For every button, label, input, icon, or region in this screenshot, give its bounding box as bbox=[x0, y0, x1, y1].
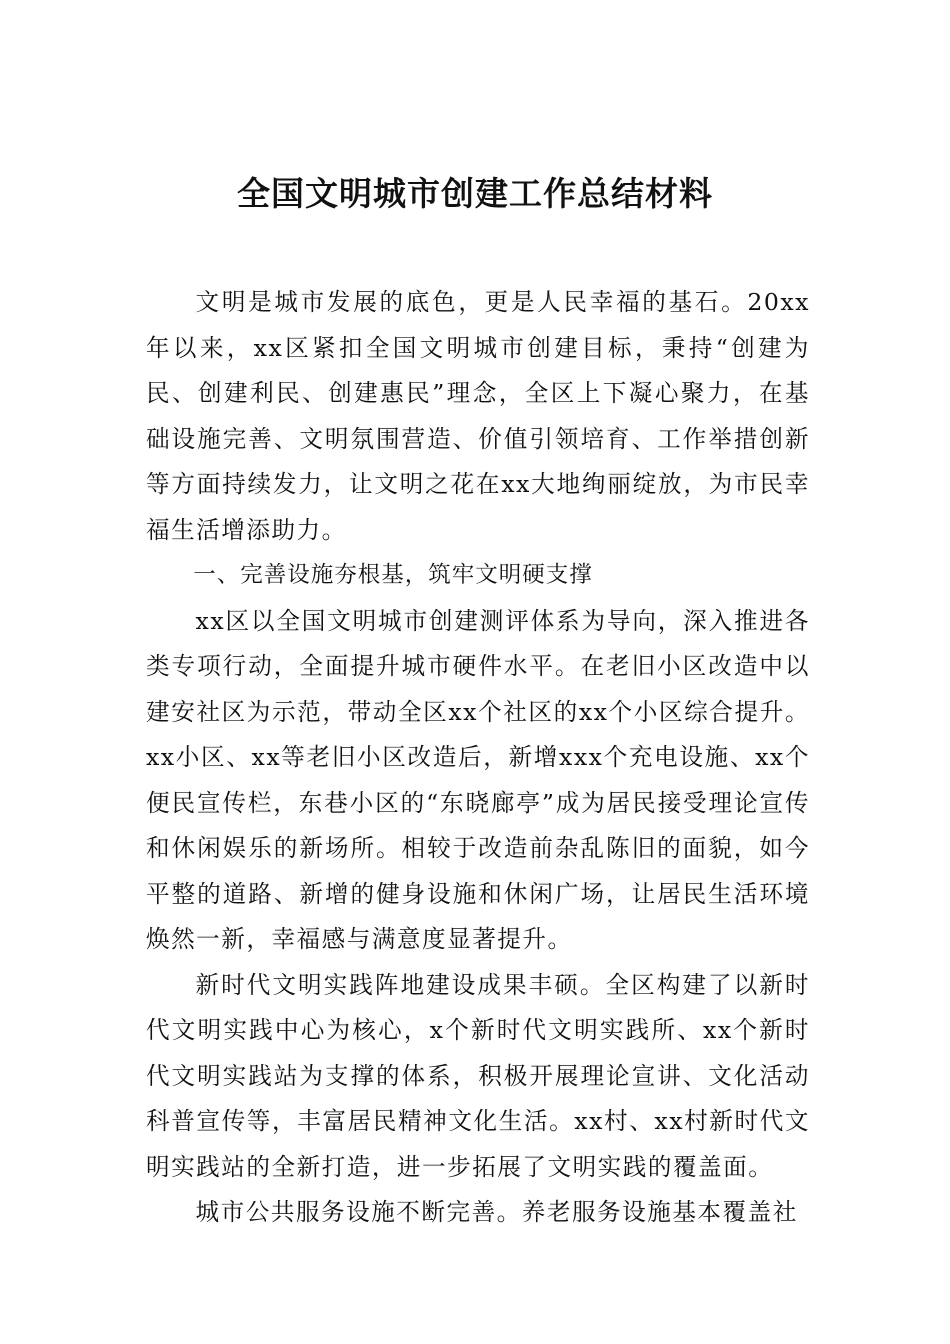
document-body bbox=[146, 280, 810, 1236]
body-paragraph: xx区以全国文明城市创建测评体系为导向，深入推进各类专项行动，全面提升城市硬件水平。在老旧小区改造中以建安社区为示范，带动全区xx个社区的xx个小区综合提升。xx小区、xx等老旧小区改造后，新增xxx个充电设施、xx个便民宣传栏，东巷小区的“东晓廊亭”成为居民接受理论宣传和休闲娱乐的新场所。相较于改造前杂乱陈旧的面貌，如今平整的道路、新增的健身设施和休闲广场，让居民生活环境焕然一新，幸福感与满意度显著提升。 bbox=[146, 606, 810, 953]
body-paragraph: 城市公共服务设施不断完善。养老服务设施基本覆盖社 bbox=[195, 1198, 798, 1226]
document-title: 全国文明城市创建工作总结材料 bbox=[237, 174, 713, 213]
intro-paragraph: 文明是城市发展的底色，更是人民幸福的基石。20xx年以来，xx区紧扣全国文明城市创建目标，秉持“创建为民、创建利民、创建惠民”理念，全区上下凝心聚力，在基础设施完善、文明氛围营造、价值引领培育、工作举措创新等方面持续发力，让文明之花在xx大地绚丽绽放，为市民幸福生活增添助力。 bbox=[146, 288, 810, 544]
section-heading: 一、完善设施夯根基，筑牢文明硬支撑 bbox=[193, 562, 593, 588]
body-paragraph: 新时代文明实践阵地建设成果丰硕。全区构建了以新时代文明实践中心为核心，x个新时代文明实践所、xx个新时代文明实践站为支撑的体系，积极开展理论宣讲、文化活动科普宣传等，丰富居民精神文化生活。xx村、xx村新时代文明实践站的全新打造，进一步拓展了文明实践的覆盖面。 bbox=[146, 970, 810, 1181]
